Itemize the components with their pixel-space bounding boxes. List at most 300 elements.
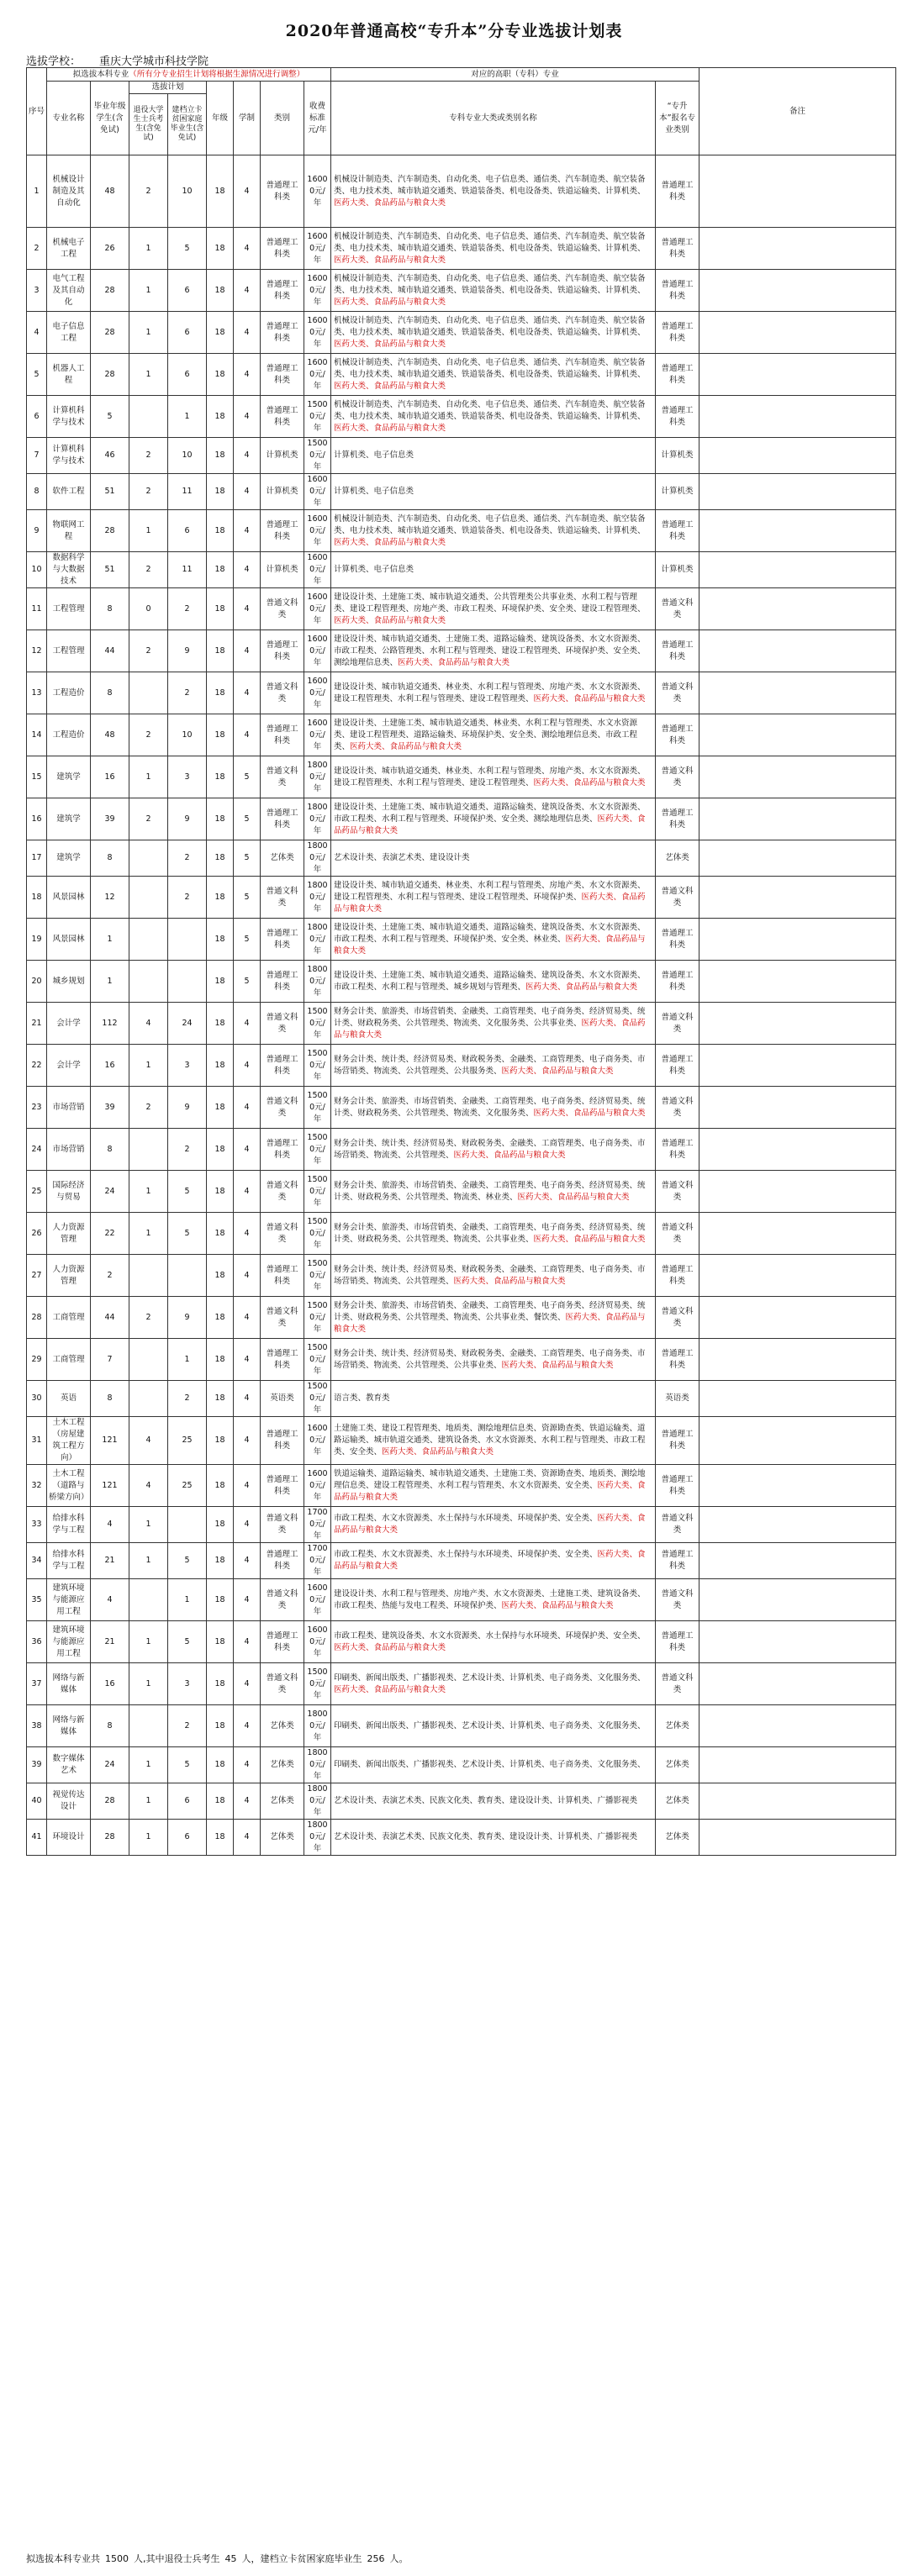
category-cell: 普通文科类 [261,1579,304,1621]
category-cell: 普通理工科类 [261,270,304,312]
card-count-cell: 2 [168,1381,207,1417]
table-row [27,155,896,228]
general-count-cell: 1 [91,919,129,961]
counterpart-highlight-text: 医药大类、食品药品与粮食大类 [533,693,646,703]
own-category-cell: 普通文科类 [656,1297,699,1339]
card-count-cell: 24 [168,1003,207,1045]
fee-cell: 16000元/年 [304,474,331,510]
general-count-cell: 48 [91,155,129,228]
fee-cell: 16000元/年 [304,312,331,354]
veteran-count-cell: 2 [129,155,168,228]
own-category-cell: 英语类 [656,1381,699,1417]
counterpart-list-cell [331,1417,656,1465]
fee-cell: 18000元/年 [304,877,331,919]
counterpart-list-text: 建设设计类、土建施工类、城市轨道交通类、道路运输类、建筑设备类、水文水资源类、市政工程类、水利工程与管理类、环境保护类、安全类、林业类、 [334,922,646,944]
major-cell: 城乡规划 [47,961,91,1003]
general-count-cell: 4 [91,1507,129,1543]
years-cell: 4 [234,1417,261,1465]
counterpart-highlight-text: 医药大类、食品药品与粮食大类 [334,423,446,433]
own-category-cell: 普通文科类 [656,1663,699,1705]
category-cell: 普通理工科类 [261,1543,304,1579]
fee-cell: 18000元/年 [304,919,331,961]
years-cell: 4 [234,1705,261,1747]
category-cell: 普通文科类 [261,1003,304,1045]
category-cell: 普通文科类 [261,756,304,798]
card-count-cell: 25 [168,1417,207,1465]
counterpart-list-cell [331,228,656,270]
counterpart-highlight-text: 医药大类、食品药品与粮食大类 [453,1150,566,1160]
counterpart-list-text: 建设设计类、土建施工类、城市轨道交通类、道路运输类、建筑设备类、水文水资源类、市政工程类、水利工程与管理类、环境保护类、安全类、测绘地理信息类、 [334,802,646,824]
major-cell: 人力资源管理 [47,1213,91,1255]
table-row [27,919,896,961]
seq-cell: 2 [27,228,47,270]
own-category-cell: 普通文科类 [656,588,699,630]
counterpart-list-text: 艺术设计类、表演艺术类、民族文化类、教育类、建设设计类、计算机类、广播影视类 [334,1796,638,1805]
own-category-cell: 艺体类 [656,1747,699,1783]
category-cell: 普通理工科类 [261,1255,304,1297]
years-cell: 4 [234,228,261,270]
grade-cell: 18 [207,1129,234,1171]
fee-cell: 16000元/年 [304,1465,331,1507]
category-cell: 普通理工科类 [261,396,304,438]
category-cell: 普通文科类 [261,1171,304,1213]
years-cell: 4 [234,714,261,756]
years-cell: 5 [234,840,261,877]
footer-text-2: 人,其中退役士兵考生 [134,2553,220,2564]
seq-cell: 17 [27,840,47,877]
years-cell: 4 [234,630,261,672]
fee-cell: 17000元/年 [304,1543,331,1579]
counterpart-list-cell [331,1213,656,1255]
category-cell: 普通理工科类 [261,714,304,756]
years-cell: 5 [234,756,261,798]
card-count-cell: 5 [168,1747,207,1783]
counterpart-list-text: 机械设计制造类、汽车制造类、自动化类、电子信息类、通信类、汽车制造类、航空装备类、电力技术类、城市轨道交通类、铁道装备类、机电设备类、铁道运输类、计算机类、 [334,357,646,379]
table-row [27,270,896,312]
general-count-cell: 44 [91,1297,129,1339]
general-count-cell: 121 [91,1417,129,1465]
header-planned-group [47,68,331,82]
fee-cell: 15000元/年 [304,1339,331,1381]
general-count-cell: 8 [91,1381,129,1417]
own-category-cell: 普通理工科类 [656,798,699,840]
counterpart-list-text: 印刷类、新闻出版类、广播影视类、艺术设计类、计算机类、电子商务类、文化服务类、 [334,1720,646,1731]
grade-cell: 18 [207,961,234,1003]
header-veteran: 退役大学生士兵考生(含免试) [129,94,168,155]
card-count-cell: 1 [168,1339,207,1381]
own-category-cell: 普通文科类 [656,1171,699,1213]
card-count-cell: 9 [168,1297,207,1339]
counterpart-list-text: 机械设计制造类、汽车制造类、自动化类、电子信息类、通信类、汽车制造类、航空装备类、电力技术类、城市轨道交通类、铁道装备类、机电设备类、铁道运输类、计算机类、 [334,174,646,196]
general-count-cell: 5 [91,396,129,438]
counterpart-list-text: 计算机类、电子信息类 [334,487,414,496]
counterpart-list-cell [331,510,656,552]
seq-cell: 34 [27,1543,47,1579]
counterpart-highlight-text: 医药大类、食品药品与粮食大类 [334,615,446,625]
counterpart-highlight-text: 医药大类、食品药品与粮食大类 [533,1234,646,1244]
counterpart-list-cell [331,840,656,877]
remark-cell [699,155,896,228]
own-category-cell: 普通理工科类 [656,1045,699,1087]
counterpart-list-text: 财务会计类、统计类、经济贸易类、财政税务类、金融类、工商管理类、电子商务类、市场营销类、物流类、公共管理类、 [334,1138,646,1160]
general-count-cell: 24 [91,1747,129,1783]
veteran-count-cell: 4 [129,1417,168,1465]
veteran-count-cell [129,961,168,1003]
counterpart-list-cell [331,1507,656,1543]
remark-cell [699,1621,896,1663]
years-cell: 5 [234,798,261,840]
seq-cell: 21 [27,1003,47,1045]
grade-cell: 18 [207,1747,234,1783]
grade-cell: 18 [207,1297,234,1339]
seq-cell: 40 [27,1783,47,1820]
counterpart-list-cell [331,1003,656,1045]
veteran-count-cell: 1 [129,1820,168,1856]
counterpart-list-cell [331,1465,656,1507]
table-row [27,877,896,919]
remark-cell [699,474,896,510]
seq-cell: 4 [27,312,47,354]
table-row [27,396,896,438]
counterpart-list-cell [331,552,656,588]
general-count-cell: 22 [91,1213,129,1255]
fee-cell: 16000元/年 [304,228,331,270]
counterpart-list-text: 机械设计制造类、汽车制造类、自动化类、电子信息类、通信类、汽车制造类、航空装备类、电力技术类、城市轨道交通类、铁道装备类、机电设备类、铁道运输类、计算机类、 [334,273,646,295]
grade-cell: 18 [207,1339,234,1381]
table-row [27,672,896,714]
major-cell: 会计学 [47,1045,91,1087]
major-cell: 建筑环境与能源应用工程 [47,1579,91,1621]
major-cell: 人力资源管理 [47,1255,91,1297]
veteran-count-cell [129,877,168,919]
seq-cell: 33 [27,1507,47,1543]
counterpart-list-cell [331,155,656,228]
seq-cell: 24 [27,1129,47,1171]
counterpart-highlight-text: 医药大类、食品药品与粮食大类 [334,1642,446,1652]
counterpart-list-cell [331,354,656,396]
table-row [27,798,896,840]
header-counterpart: 对应的高职（专科）专业 [331,68,699,82]
fee-cell: 15000元/年 [304,1003,331,1045]
fee-cell: 18000元/年 [304,1820,331,1856]
document-title: 2020年普通高校“专升本”分专业选拔计划表 [285,22,623,40]
grade-cell: 18 [207,1579,234,1621]
years-cell: 4 [234,1820,261,1856]
table-row [27,630,896,672]
counterpart-highlight-text: 医药大类、食品药品与粮食大类 [334,1480,646,1502]
counterpart-list-cell [331,1663,656,1705]
own-category-cell: 普通文科类 [656,1579,699,1621]
own-category-cell: 普通文科类 [656,877,699,919]
seq-cell: 38 [27,1705,47,1747]
general-count-cell: 48 [91,714,129,756]
grade-cell: 18 [207,1621,234,1663]
grade-cell: 18 [207,312,234,354]
counterpart-list-cell [331,1705,656,1747]
veteran-count-cell: 2 [129,438,168,474]
years-cell: 4 [234,1255,261,1297]
card-count-cell [168,919,207,961]
remark-cell [699,1783,896,1820]
years-cell: 4 [234,552,261,588]
grade-cell: 18 [207,552,234,588]
counterpart-list-text: 财务会计类、旅游类、市场营销类、金融类、工商管理类、电子商务类、经济贸易类、统计类、财政税务类、公共管理类、物流类、公共事业类、餐饮类、 [334,1300,646,1322]
counterpart-highlight-text: 医药大类、食品药品与粮食大类 [334,339,446,349]
fee-cell: 18000元/年 [304,1705,331,1747]
remark-cell [699,1339,896,1381]
card-count-cell: 9 [168,798,207,840]
category-cell: 普通理工科类 [261,1045,304,1087]
counterpart-list-text: 机械设计制造类、汽车制造类、自动化类、电子信息类、通信类、汽车制造类、航空装备类、电力技术类、城市轨道交通类、铁道装备类、机电设备类、铁道运输类、计算机类、 [334,399,646,421]
card-count-cell: 6 [168,1783,207,1820]
remark-cell [699,714,896,756]
counterpart-list-cell [331,438,656,474]
category-cell: 计算机类 [261,474,304,510]
general-count-cell: 24 [91,1171,129,1213]
years-cell: 4 [234,1381,261,1417]
major-cell: 软件工程 [47,474,91,510]
veteran-count-cell: 1 [129,1507,168,1543]
grade-cell: 18 [207,672,234,714]
grade-cell: 18 [207,1171,234,1213]
own-category-cell: 普通理工科类 [656,1465,699,1507]
counterpart-list-text: 机械设计制造类、汽车制造类、自动化类、电子信息类、通信类、汽车制造类、航空装备类、电力技术类、城市轨道交通类、铁道装备类、机电设备类、铁道运输类、计算机类、 [334,315,646,337]
seq-cell: 13 [27,672,47,714]
veteran-count-cell [129,1381,168,1417]
seq-cell: 15 [27,756,47,798]
seq-cell: 31 [27,1417,47,1465]
years-cell: 4 [234,474,261,510]
fee-cell: 15000元/年 [304,1045,331,1087]
remark-cell [699,1213,896,1255]
header-planned-note: （所有分专业招生计划将根据生源情况进行调整） [129,69,305,79]
footer-text-1: 拟选拔本科专业共 [26,2553,100,2564]
grade-cell: 18 [207,396,234,438]
own-category-cell: 普通文科类 [656,756,699,798]
counterpart-highlight-text: 医药大类、食品药品与粮食大类 [453,1276,566,1286]
major-cell: 风景园林 [47,877,91,919]
years-cell: 4 [234,1543,261,1579]
table-row [27,1381,896,1417]
category-cell: 普通理工科类 [261,798,304,840]
general-count-cell: 8 [91,1129,129,1171]
major-cell: 工程造价 [47,672,91,714]
category-cell: 普通理工科类 [261,1339,304,1381]
grade-cell: 18 [207,630,234,672]
remark-cell [699,396,896,438]
grade-cell: 18 [207,1820,234,1856]
major-cell: 建筑学 [47,798,91,840]
header-category: 类别 [261,82,304,155]
school-label: 选拔学校： [26,55,82,68]
veteran-count-cell [129,672,168,714]
footer-text-4: 人。 [389,2553,409,2564]
card-count-cell: 2 [168,1705,207,1747]
veteran-count-cell [129,840,168,877]
fee-cell: 18000元/年 [304,1747,331,1783]
major-cell: 英语 [47,1381,91,1417]
veteran-count-cell: 1 [129,312,168,354]
table-row [27,1820,896,1856]
card-count-cell: 6 [168,354,207,396]
header-remark: 备注 [699,68,896,155]
fee-cell: 16000元/年 [304,270,331,312]
seq-cell: 26 [27,1213,47,1255]
major-cell: 市场营销 [47,1129,91,1171]
major-cell: 网络与新媒体 [47,1705,91,1747]
major-cell: 环境设计 [47,1820,91,1856]
general-count-cell: 7 [91,1339,129,1381]
counterpart-highlight-text: 医药大类、食品药品与粮食大类 [334,1550,646,1571]
counterpart-list-text: 艺术设计类、表演艺术类、民族文化类、教育类、建设设计类、计算机类、广播影视类 [334,1832,638,1841]
counterpart-highlight-text: 医药大类、食品药品与粮食大类 [501,1066,614,1076]
remark-cell [699,1579,896,1621]
counterpart-list-text: 建设设计类、城市轨道交通类、林业类、水利工程与管理类、房地产类、水文水资源类、建设工程管理类、水利工程与管理类、建设工程管理类、 [334,682,646,703]
fee-cell: 16000元/年 [304,672,331,714]
category-cell: 普通文科类 [261,588,304,630]
table-row [27,1621,896,1663]
grade-cell: 18 [207,1087,234,1129]
remark-cell [699,919,896,961]
seq-cell: 1 [27,155,47,228]
years-cell: 4 [234,1621,261,1663]
card-count-cell: 10 [168,155,207,228]
table-row [27,1339,896,1381]
header-seq: 序号 [27,68,47,155]
veteran-count-cell: 2 [129,630,168,672]
veteran-count-cell: 2 [129,474,168,510]
own-category-cell: 计算机类 [656,438,699,474]
major-cell: 建筑环境与能源应用工程 [47,1621,91,1663]
card-count-cell: 6 [168,510,207,552]
counterpart-list-text: 财务会计类、旅游类、市场营销类、金融类、工商管理类、电子商务类、经济贸易类、统计类、财政税务类、公共管理类、物流类、文化服务类、 [334,1096,646,1118]
seq-cell: 7 [27,438,47,474]
grade-cell: 18 [207,1213,234,1255]
counterpart-list-text: 建设设计类、城市轨道交通类、林业类、水利工程与管理类、房地产类、水文水资源类、建设工程管理类、水利工程与管理类、建设工程管理类、环境保护类、 [334,880,646,902]
fee-cell: 15000元/年 [304,438,331,474]
years-cell: 4 [234,270,261,312]
card-count-cell: 5 [168,1543,207,1579]
grade-cell: 18 [207,1543,234,1579]
table-row [27,1747,896,1783]
general-count-cell: 8 [91,1705,129,1747]
counterpart-highlight-text: 医药大类、食品药品与粮食大类 [334,1684,446,1694]
major-cell: 给排水科学与工程 [47,1543,91,1579]
veteran-count-cell: 1 [129,1663,168,1705]
grade-cell: 18 [207,1507,234,1543]
own-category-cell: 普通文科类 [656,1213,699,1255]
fee-cell: 18000元/年 [304,1783,331,1820]
counterpart-list-cell [331,961,656,1003]
own-category-cell: 艺体类 [656,840,699,877]
own-category-cell: 普通文科类 [656,1087,699,1129]
major-cell: 电气工程及其自动化 [47,270,91,312]
counterpart-list-text: 财务会计类、统计类、经济贸易类、财政税务类、金融类、工商管理类、电子商务类、市场营销类、物流类、公共管理类、公共事业类、 [334,1348,646,1370]
counterpart-list-cell [331,1747,656,1783]
remark-cell [699,552,896,588]
table-row [27,1045,896,1087]
veteran-count-cell [129,396,168,438]
card-count-cell: 5 [168,228,207,270]
remark-cell [699,1087,896,1129]
years-cell: 4 [234,312,261,354]
table-row [27,1171,896,1213]
general-count-cell: 2 [91,1255,129,1297]
category-cell: 普通理工科类 [261,510,304,552]
veteran-count-cell: 1 [129,228,168,270]
years-cell: 4 [234,672,261,714]
counterpart-list-cell [331,1171,656,1213]
own-category-cell: 普通理工科类 [656,228,699,270]
seq-cell: 23 [27,1087,47,1129]
major-cell: 国际经济与贸易 [47,1171,91,1213]
counterpart-highlight-text: 医药大类、食品药品与粮食大类 [533,1108,646,1118]
card-count-cell: 5 [168,1621,207,1663]
general-count-cell: 16 [91,1663,129,1705]
table-row [27,228,896,270]
card-count-cell: 2 [168,877,207,919]
own-category-cell: 普通理工科类 [656,312,699,354]
seq-cell: 39 [27,1747,47,1783]
veteran-count-cell [129,1705,168,1747]
grade-cell: 18 [207,1255,234,1297]
category-cell: 艺体类 [261,1747,304,1783]
seq-cell: 29 [27,1339,47,1381]
fee-cell: 16000元/年 [304,510,331,552]
footer-veterans: 45 [224,2553,237,2564]
category-cell: 计算机类 [261,438,304,474]
own-category-cell: 普通理工科类 [656,1129,699,1171]
general-count-cell: 21 [91,1543,129,1579]
category-cell: 普通文科类 [261,1297,304,1339]
own-category-cell: 普通理工科类 [656,961,699,1003]
remark-cell [699,510,896,552]
counterpart-list-cell [331,756,656,798]
years-cell: 4 [234,1339,261,1381]
header-grade: 年级 [207,82,234,155]
card-count-cell: 2 [168,672,207,714]
seq-cell: 10 [27,552,47,588]
counterpart-list-cell [331,877,656,919]
grade-cell: 18 [207,919,234,961]
own-category-cell: 普通文科类 [656,672,699,714]
card-count-cell: 5 [168,1171,207,1213]
general-count-cell: 44 [91,630,129,672]
remark-cell [699,877,896,919]
seq-cell: 5 [27,354,47,396]
remark-cell [699,798,896,840]
veteran-count-cell: 2 [129,552,168,588]
grade-cell: 18 [207,1663,234,1705]
header-major: 专业名称 [47,82,91,155]
major-cell: 工程造价 [47,714,91,756]
remark-cell [699,1747,896,1783]
remark-cell [699,438,896,474]
own-category-cell: 普通理工科类 [656,270,699,312]
counterpart-highlight-text: 医药大类、食品药品与粮食大类 [334,1312,646,1334]
grade-cell: 18 [207,1045,234,1087]
general-count-cell: 39 [91,798,129,840]
veteran-count-cell: 1 [129,1045,168,1087]
counterpart-list-cell [331,714,656,756]
seq-cell: 14 [27,714,47,756]
remark-cell [699,1663,896,1705]
counterpart-highlight-text: 医药大类、食品药品与粮食大类 [334,255,446,265]
seq-cell: 36 [27,1621,47,1663]
major-cell: 土木工程（房屋建筑工程方向） [47,1417,91,1465]
own-category-cell: 普通理工科类 [656,1417,699,1465]
counterpart-list-text: 财务会计类、旅游类、市场营销类、金融类、工商管理类、电子商务类、经济贸易类、统计类、财政税务类、公共管理类、物流类、文化服务类、公共事业类、 [334,1006,646,1028]
